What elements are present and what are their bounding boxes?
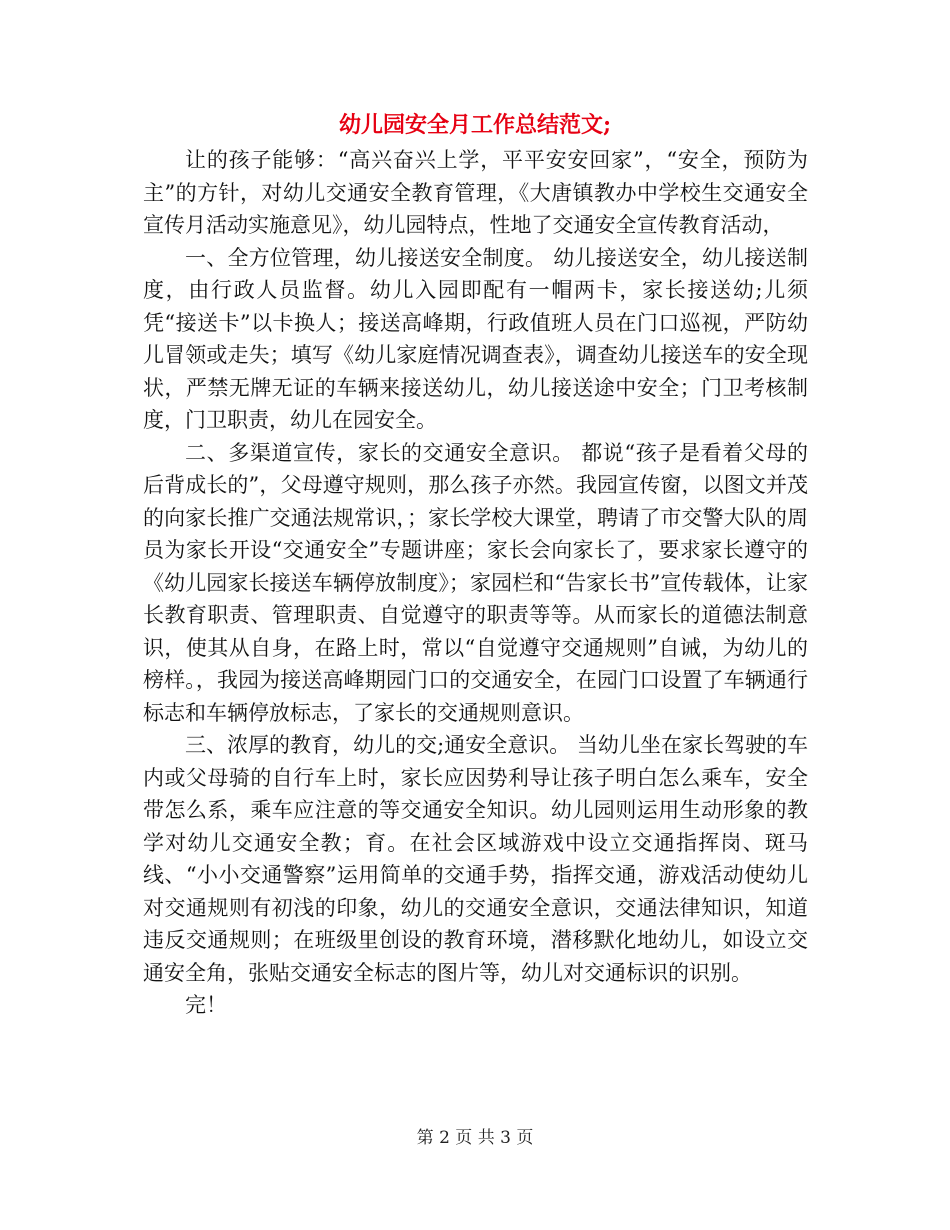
document-title: 幼儿园安全月工作总结范文; bbox=[338, 112, 612, 138]
paragraph-end: 完！ bbox=[185, 993, 227, 1017]
document-body bbox=[143, 144, 808, 1022]
paragraph-section-2: 二、多渠道宣传，家长的交通安全意识。 都说“孩子是看着父母的后背成长的”，父母遵守规则，那么孩子亦然。我园宣传窗，以图文并茂的向家长推广交通法规常识，；家长学校大课堂，聘请了市交警大队的周员为家长开设“交通安全”专题讲座；家长会向家长了，要求家长遵守的《幼儿园家长接送车辆停放制度》；家园栏和“告家长书”宣传载体，让家长教育职责、管理职责、自觉遵守的职责等等。从而家长的道德法制意识，使其从自身，在路上时，常以“自觉遵守交通规则”自诫，为幼儿的榜样。，我园为接送高峰期园门口的交通安全，在园门口设置了车辆通行标志和车辆停放标志，了家长的交通规则意识。 bbox=[143, 440, 808, 725]
paragraph-section-3: 三、浓厚的教育，幼儿的交;通安全意识。 当幼儿坐在家长驾驶的车内或父母骑的自行车上时，家长应因势利导让孩子明白怎么乘车，安全带怎么系，乘车应注意的等交通安全知识。幼儿园则运用生动形象的教学对幼儿交通安全教；育。在社会区域游戏中设立交通指挥岗、斑马线、“小小交通警察”运用简单的交通手势，指挥交通，游戏活动使幼儿对交通规则有初浅的印象，幼儿的交通安全意识，交通法律知识，知道违反交通规则；在班级里创设的教育环境，潜移默化地幼儿，如设立交通安全角，张贴交通安全标志的图片等，幼儿对交通标识的识别。 bbox=[143, 733, 808, 985]
page-number-footer: 第 2 页 共 3 页 bbox=[416, 1128, 534, 1148]
paragraph-section-1: 一、全方位管理，幼儿接送安全制度。 幼儿接送安全，幼儿接送制度，由行政人员监督。幼儿入园即配有一帽两卡，家长接送幼;儿须凭“接送卡”以卡换人；接送高峰期，行政值班人员在门口巡视，严防幼儿冒领或走失；填写《幼儿家庭情况调查表》，调查幼儿接送车的安全现状，严禁无牌无证的车辆来接送幼儿，幼儿接送途中安全；门卫考核制度，门卫职责，幼儿在园安全。 bbox=[143, 245, 808, 432]
paragraph-intro: 让的孩子能够：“高兴奋兴上学，平平安安回家”，“安全，预防为主”的方针，对幼儿交通安全教育管理，《大唐镇教办中学校生交通安全宣传月活动实施意见》，幼儿园特点，性地了交通安全宣传教育活动， bbox=[143, 148, 808, 237]
